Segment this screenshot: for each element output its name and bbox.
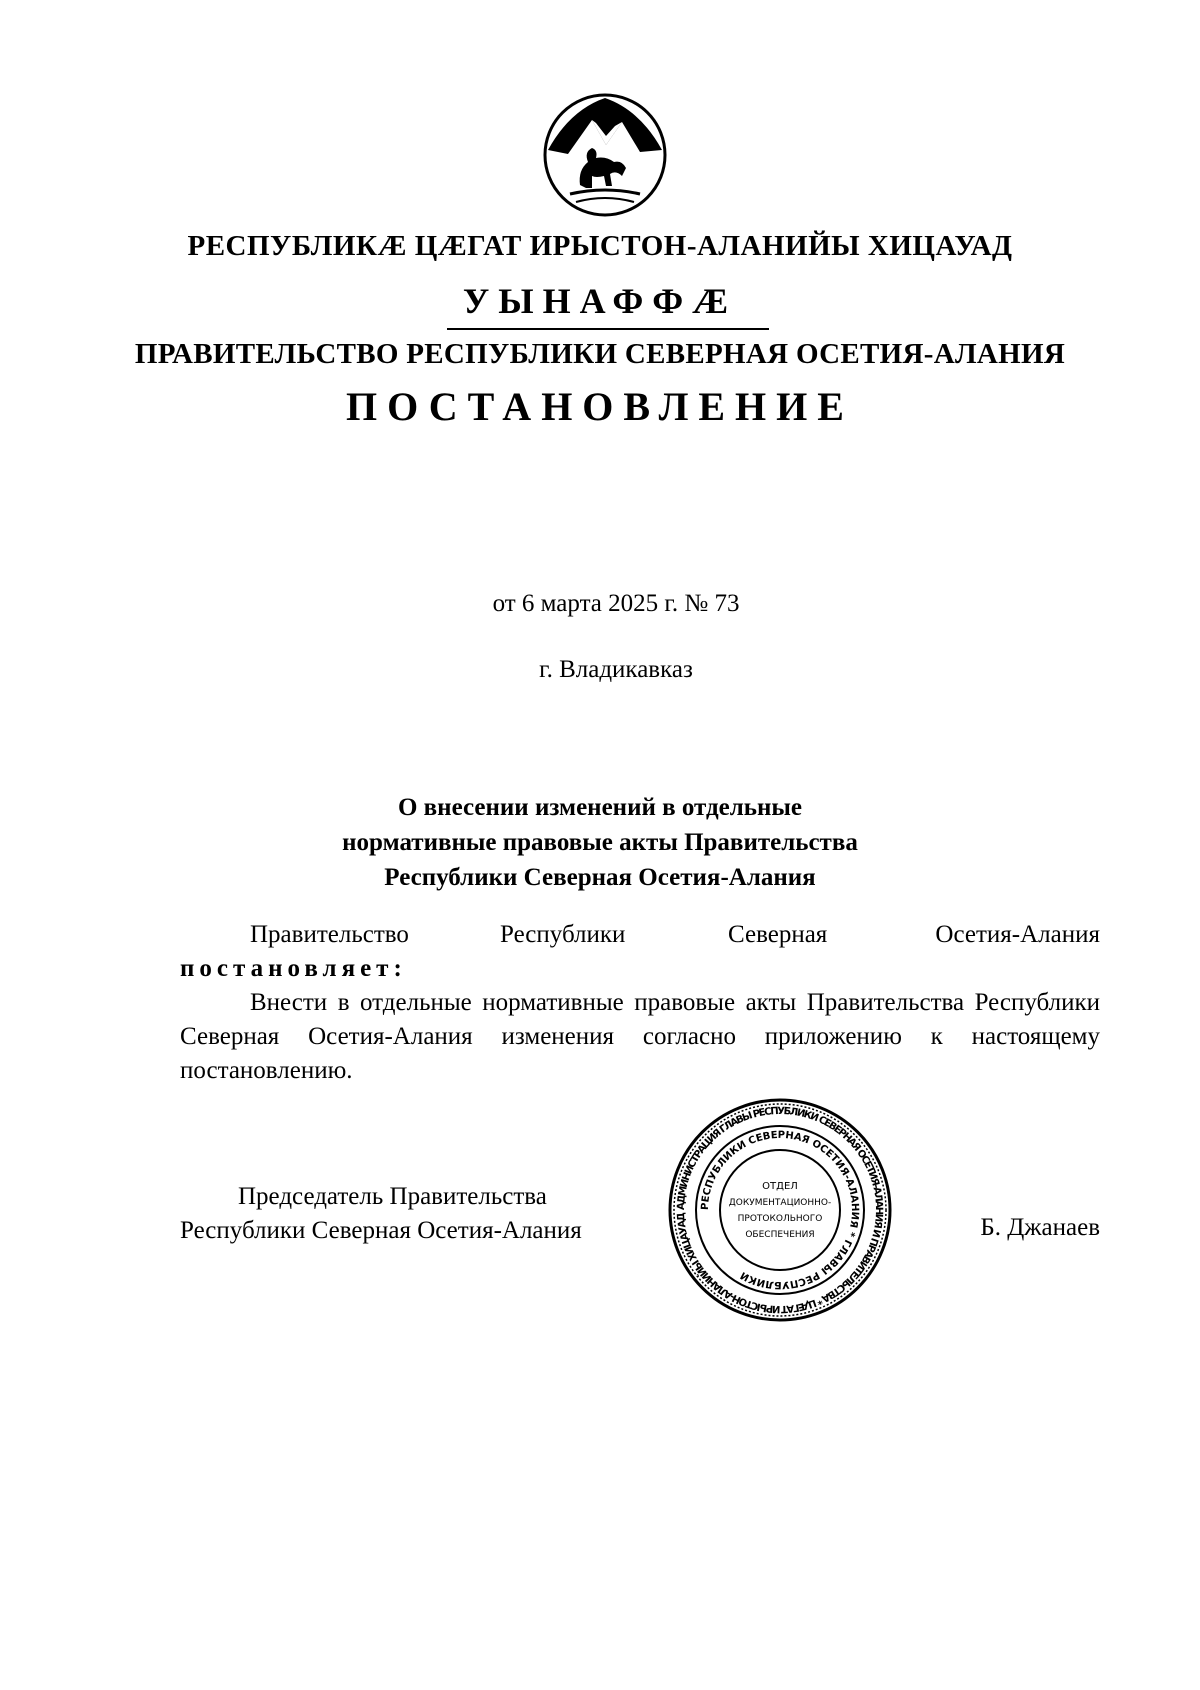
subject-line: О внесении изменений в отдельные (397, 794, 803, 821)
seal-outer-text: АДМИНИСТРАЦИЯ ГЛАВЫ РЕСПУБЛИКИ СЕВЕРНАЯ ОСЕТИЯ-АЛАНИЯ И ПРАВИТЕЛЬСТВА * ЦӔГАТ ИРЫСТОН-АЛАНИЙЫ ХИЦАУАД (675, 1105, 885, 1315)
decree-subject (290, 790, 910, 895)
russian-decree-title: ПОСТАНОВЛЕНИЕ (346, 384, 854, 429)
subject-line: нормативные правовые акты Правительства (342, 829, 858, 856)
position-line: Республики Северная Осетия-Алания (180, 1217, 582, 1244)
preamble-word: Республики (500, 921, 626, 948)
seal-center-line: ПРОТОКОЛЬНОГО (737, 1214, 823, 1224)
operative-paragraph: Внести в отдельные нормативные правовые акты Правительства Республики Северная Осетия-Алания изменения согласно приложению к настоящему постановлению. (180, 989, 1100, 1084)
preamble-word: Северная (728, 921, 828, 948)
preamble-word: Осетия-Алания (935, 921, 1100, 948)
seal-center-line: ОТДЕЛ (762, 1181, 798, 1192)
preamble-word: Правительство (250, 921, 409, 948)
svg-text:РЕСПУБЛИКИ СЕВЕРНАЯ ОСЕТИЯ-АЛА (700, 1130, 860, 1290)
coat-of-arms-icon (540, 90, 670, 220)
date-number: от 6 марта 2025 г. № 73 (492, 590, 740, 617)
signatory-name: Б. Джанаев (980, 1214, 1100, 1241)
ossetian-decree-title: УЫНАФФӔ (462, 281, 738, 321)
city: г. Владикавказ (539, 656, 693, 683)
russian-authority-title: ПРАВИТЕЛЬСТВО РЕСПУБЛИКИ СЕВЕРНАЯ ОСЕТИЯ-АЛАНИЯ (134, 338, 1066, 370)
official-seal-icon (665, 1095, 895, 1325)
position-line: Председатель Правительства (238, 1183, 547, 1210)
subject-line: Республики Северная Осетия-Алания (384, 864, 816, 891)
seal-center-line: ДОКУМЕНТАЦИОННО- (728, 1198, 832, 1208)
signatory-position (180, 1180, 650, 1248)
seal-inner-text: РЕСПУБЛИКИ СЕВЕРНАЯ ОСЕТИЯ-АЛАНИЯ * ГЛАВЫ РЕСПУБЛИКИ (699, 1129, 861, 1291)
ossetian-authority-title: РЕСПУБЛИКӔ ЦӔГАТ ИРЫСТОН-АЛАНИЙЫ ХИЦАУАД (187, 230, 1013, 262)
header-divider (447, 328, 769, 330)
seal-center-line: ОБЕСПЕЧЕНИЯ (745, 1230, 815, 1240)
resolves-word: постановляет: (180, 955, 407, 982)
